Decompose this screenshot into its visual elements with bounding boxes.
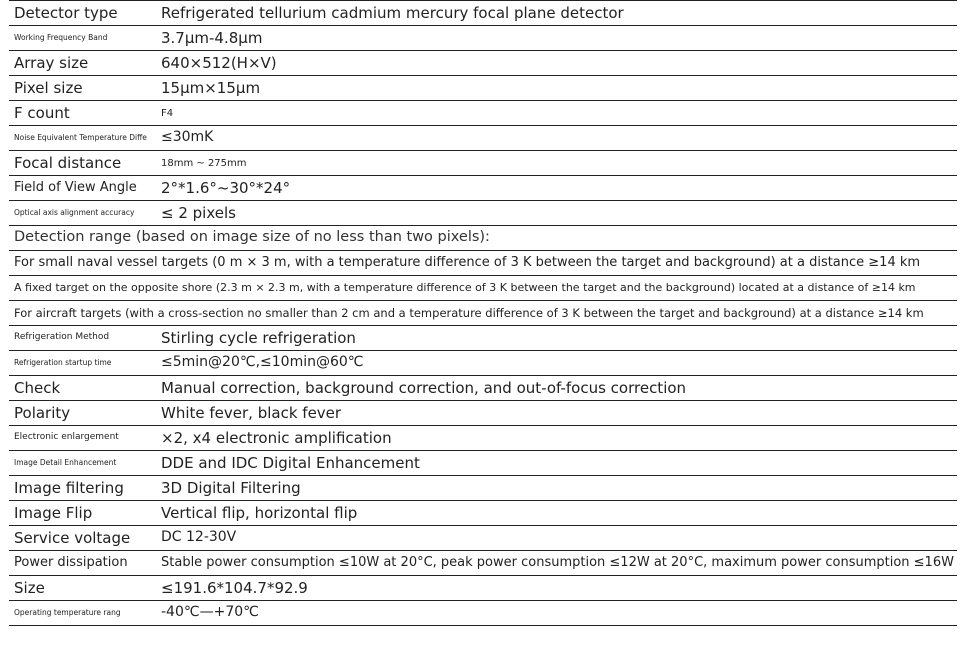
spec-value: Manual correction, background correction, and out-of-focus correction (156, 376, 957, 401)
spec-value: 3.7μm-4.8μm (156, 26, 957, 51)
detection-line: A fixed target on the opposite shore (2.3 m × 2.3 m, with a temperature difference of 3 K between the target and the background) located at a distance of ≥14 km (9, 276, 957, 301)
table-row (9, 326, 957, 351)
detection-line: For aircraft targets (with a cross-section no smaller than 2 cm and a temperature difference of 3 K between the target and background) at a distance ≥14 km (9, 301, 957, 326)
table-row (9, 126, 957, 151)
table-row (9, 26, 957, 51)
spec-label: Power dissipation (9, 551, 156, 576)
table-row (9, 276, 957, 301)
spec-label: Refrigeration startup time (9, 351, 156, 376)
spec-label: Check (9, 376, 156, 401)
spec-label: Detector type (9, 1, 156, 26)
spec-label: Focal distance (9, 151, 156, 176)
spec-value: F4 (156, 101, 957, 126)
table-row (9, 526, 957, 551)
table-row (9, 426, 957, 451)
table-row (9, 351, 957, 376)
spec-value: Refrigerated tellurium cadmium mercury focal plane detector (156, 1, 957, 26)
spec-label: F count (9, 101, 156, 126)
spec-label: Service voltage (9, 526, 156, 551)
table-row (9, 501, 957, 526)
spec-label: Array size (9, 51, 156, 76)
spec-value: ≤30mK (156, 126, 957, 151)
table-row (9, 576, 957, 601)
spec-label: Image Detail Enhancement (9, 451, 156, 476)
spec-label: Optical axis alignment accuracy (9, 201, 156, 226)
spec-label: Polarity (9, 401, 156, 426)
spec-value: Stable power consumption ≤10W at 20°C, peak power consumption ≤12W at 20°C, maximum power consumption ≤16W (156, 551, 957, 576)
spec-label: Operating temperature rang (9, 601, 156, 626)
spec-label: Field of View Angle (9, 176, 156, 201)
spec-table (9, 0, 957, 626)
table-row (9, 1, 957, 26)
table-row (9, 601, 957, 626)
table-row (9, 551, 957, 576)
table-row (9, 376, 957, 401)
table-row (9, 76, 957, 101)
spec-value: ×2, x4 electronic amplification (156, 426, 957, 451)
spec-value: DDE and IDC Digital Enhancement (156, 451, 957, 476)
spec-value: Vertical flip, horizontal flip (156, 501, 957, 526)
table-row (9, 201, 957, 226)
table-row (9, 251, 957, 276)
spec-label: Image filtering (9, 476, 156, 501)
table-row (9, 101, 957, 126)
spec-value: 3D Digital Filtering (156, 476, 957, 501)
spec-value: ≤ 2 pixels (156, 201, 957, 226)
detection-line: For small naval vessel targets (0 m × 3 m, with a temperature difference of 3 K between the target and background) at a distance ≥14 km (9, 251, 957, 276)
spec-value: 640×512(H×V) (156, 51, 957, 76)
table-row (9, 51, 957, 76)
spec-value: Stirling cycle refrigeration (156, 326, 957, 351)
spec-label: Refrigeration Method (9, 326, 156, 351)
section-heading: Detection range (based on image size of no less than two pixels): (9, 226, 957, 251)
spec-value: DC 12-30V (156, 526, 957, 551)
table-row (9, 151, 957, 176)
table-row (9, 476, 957, 501)
table-row (9, 176, 957, 201)
spec-label: Pixel size (9, 76, 156, 101)
spec-value: -40℃—+70℃ (156, 601, 957, 626)
table-row (9, 301, 957, 326)
spec-value: ≤191.6*104.7*92.9 (156, 576, 957, 601)
table-row (9, 451, 957, 476)
spec-label: Noise Equivalent Temperature Diffe (9, 126, 156, 151)
section-heading-row (9, 226, 957, 251)
spec-value: 15μm×15μm (156, 76, 957, 101)
spec-value: 18mm ~ 275mm (156, 151, 957, 176)
spec-label: Working Frequency Band (9, 26, 156, 51)
spec-label: Image Flip (9, 501, 156, 526)
spec-value: White fever, black fever (156, 401, 957, 426)
spec-value: ≤5min@20℃,≤10min@60℃ (156, 351, 957, 376)
table-row (9, 401, 957, 426)
spec-label: Size (9, 576, 156, 601)
spec-label: Electronic enlargement (9, 426, 156, 451)
spec-value: 2°*1.6°~30°*24° (156, 176, 957, 201)
